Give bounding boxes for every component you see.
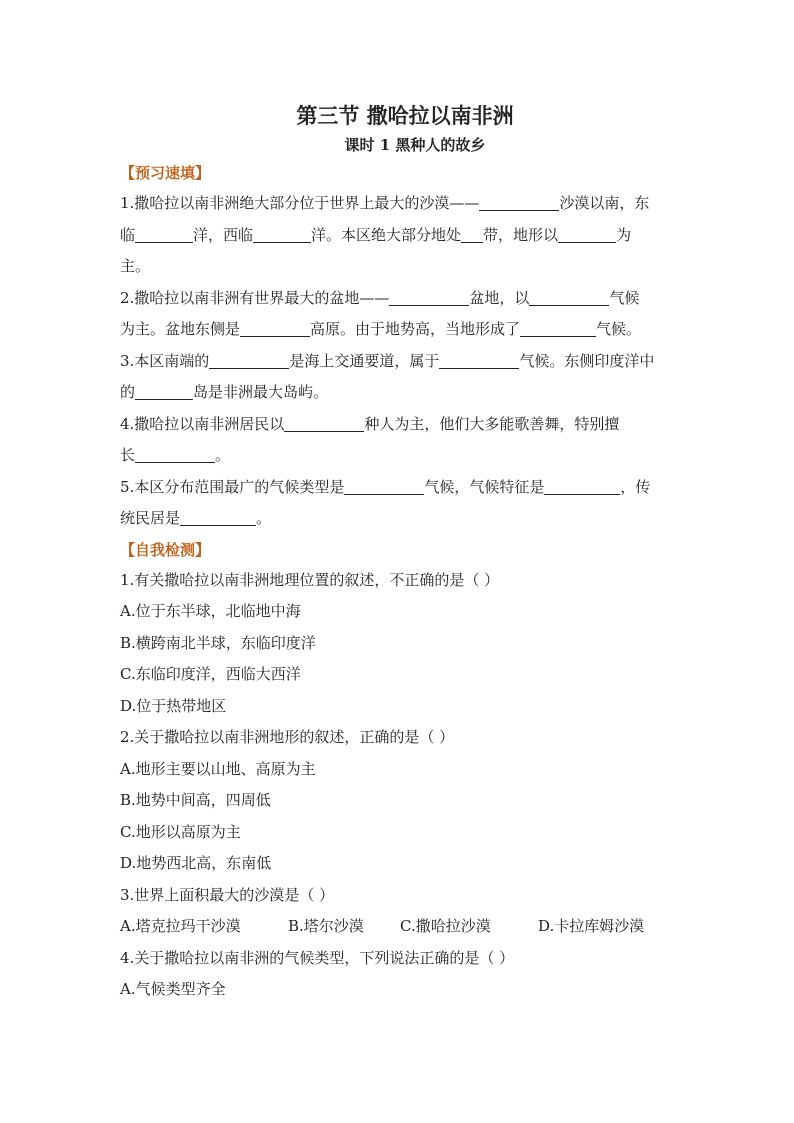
blank[interactable] xyxy=(284,413,364,432)
section-selfcheck-heading: 【自我检测】 xyxy=(120,540,211,559)
preview-question-4: 4.撒哈拉以南非洲居民以 种人为主，他们大多能歌善舞，特别擅 长 。 xyxy=(120,414,620,464)
blank[interactable] xyxy=(135,381,193,400)
page-title: 第三节 撒哈拉以南非洲 xyxy=(296,103,514,128)
blank[interactable] xyxy=(253,224,311,243)
preview-question-3: 3.本区南端的 是海上交通要道，属于 气候。东侧印度洋中 的 岛是非洲最大岛屿。 xyxy=(120,351,655,401)
blank[interactable] xyxy=(135,224,193,243)
blank[interactable] xyxy=(180,507,256,526)
option-c: C.东临印度洋，西临大西洋 xyxy=(120,665,301,683)
check-question-2: 2.关于撒哈拉以南非洲地形的叙述，正确的是（ ） A.地形主要以山地、高原为主 B.地势中间高，四周低 C.地形以高原为主 D.地势西北高，东南低 xyxy=(120,722,680,880)
option-a: A.位于东半球，北临地中海 xyxy=(120,602,301,620)
blank[interactable] xyxy=(544,476,620,495)
preview-question-2: 2.撒哈拉以南非洲有世界最大的盆地—— 盆地，以 气候 为主。盆地东侧是 高原。由于地势高，当地形成了 气候。 xyxy=(120,288,642,338)
option-c: C.地形以高原为主 xyxy=(120,822,241,841)
option-d: D.位于热带地区 xyxy=(120,696,227,715)
blank[interactable] xyxy=(479,192,559,211)
option-d: D.地势西北高，东南低 xyxy=(120,854,272,872)
preview-question-1: 1.撒哈拉以南非洲绝大部分位于世界上最大的沙漠—— 沙漠以南，东 临 洋，西临 洋。本区绝大部分地处 带，地形以 为 主。 xyxy=(120,194,650,275)
option-b: B.塔尔沙漠 xyxy=(288,917,364,935)
check-question-3: 3.世界上面积最大的沙漠是（ ） A.塔克拉玛干沙漠 B.塔尔沙漠 C.撒哈拉沙漠 D.卡拉库姆沙漠 xyxy=(120,880,680,943)
check-question-1: 1.有关撒哈拉以南非洲地理位置的叙述，不正确的是（ ） A.位于东半球，北临地中海 B.横跨南北半球，东临印度洋 C.东临印度洋，西临大西洋 D.位于热带地区 xyxy=(120,565,680,723)
lesson-subtitle: 课时 1 黑种人的故乡 xyxy=(344,136,486,154)
blank[interactable] xyxy=(240,318,310,337)
blank[interactable] xyxy=(209,350,289,369)
blank[interactable] xyxy=(529,287,609,306)
blank[interactable] xyxy=(520,318,596,337)
check-question-4: 4.关于撒哈拉以南非洲的气候类型，下列说法正确的是（ ） A.气候类型齐全 xyxy=(120,943,680,1006)
section-preview-heading: 【预习速填】 xyxy=(120,164,211,182)
preview-question-5: 5.本区分布范围最广的气候类型是 气候，气候特征是 ，传 统民居是 。 xyxy=(120,477,651,527)
options-row xyxy=(120,911,680,943)
option-d: D.卡拉库姆沙漠 xyxy=(538,917,645,935)
option-b: B.横跨南北半球，东临印度洋 xyxy=(120,633,316,652)
blank[interactable] xyxy=(558,224,616,243)
option-a: A.地形主要以山地、高原为主 xyxy=(120,759,316,778)
blank[interactable] xyxy=(344,476,424,495)
option-b: B.地势中间高，四周低 xyxy=(120,791,271,809)
blank[interactable] xyxy=(461,224,483,243)
blank[interactable] xyxy=(389,287,469,306)
option-c: C.撒哈拉沙漠 xyxy=(400,917,491,935)
worksheet-page xyxy=(120,100,680,1006)
option-a: A.塔克拉玛干沙漠 xyxy=(120,917,241,935)
blank[interactable] xyxy=(135,444,215,463)
blank[interactable] xyxy=(439,350,519,369)
option-a: A.气候类型齐全 xyxy=(120,980,226,998)
